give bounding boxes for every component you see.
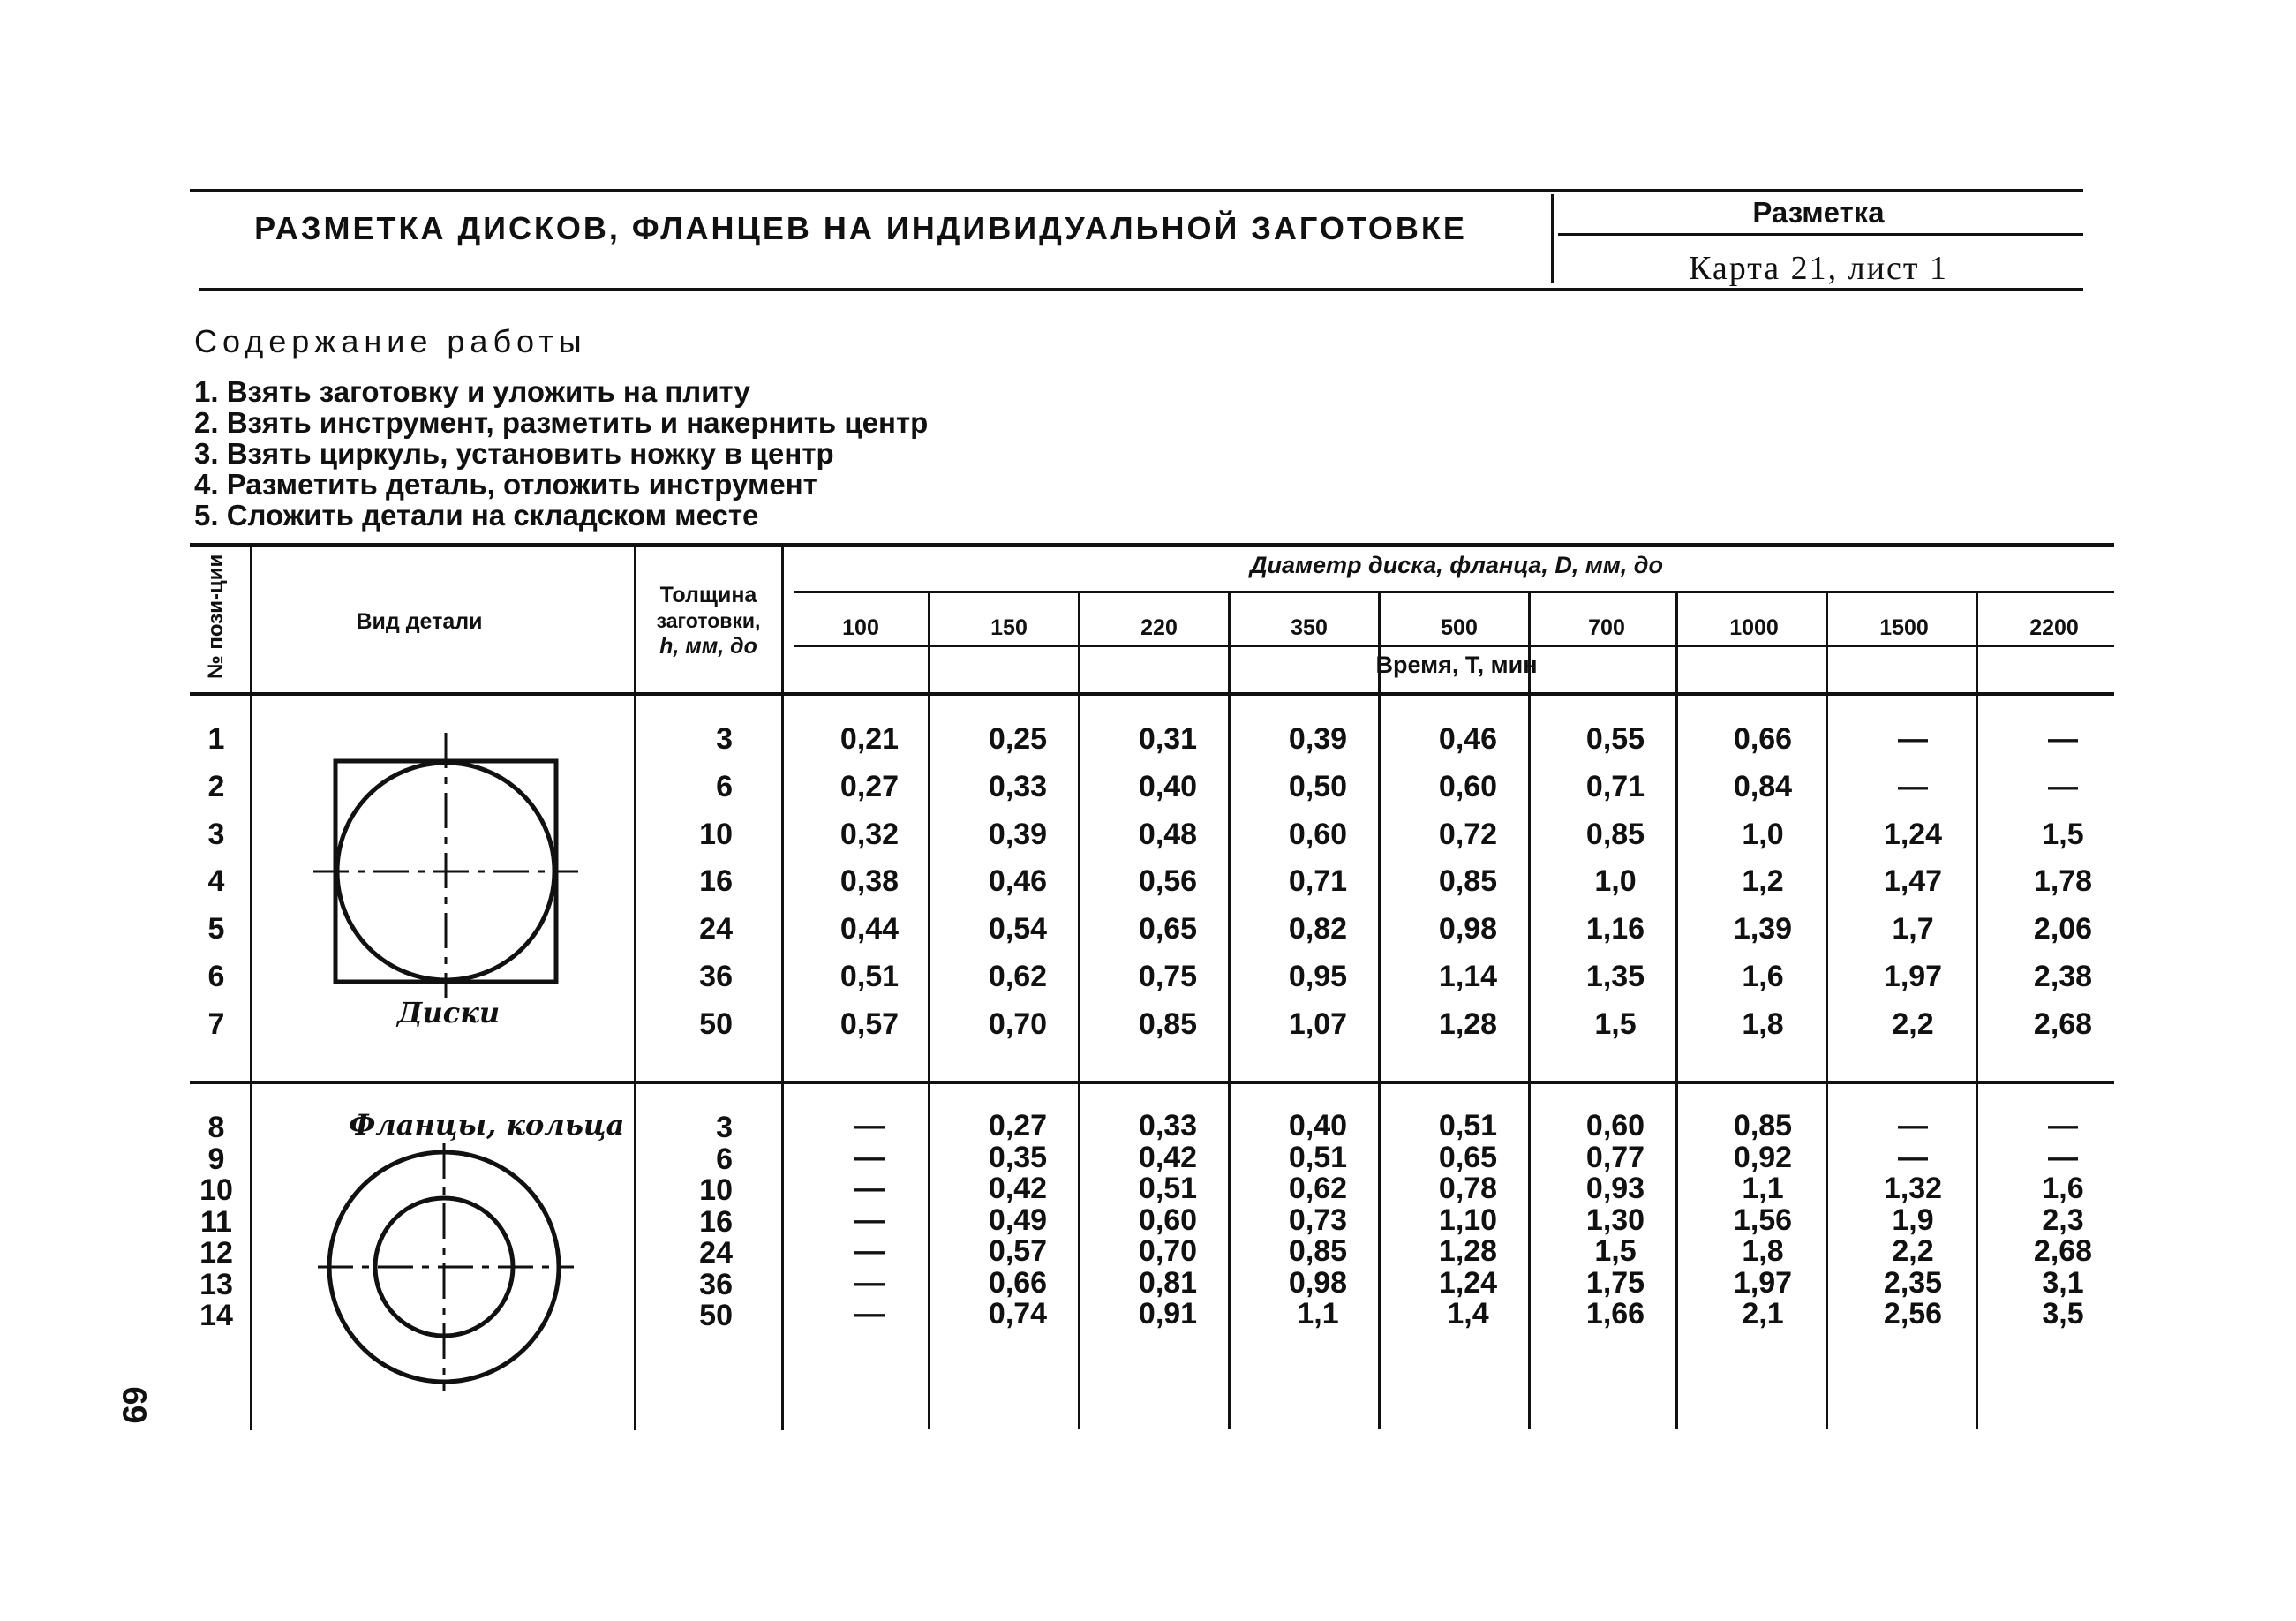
time-cell: 0,60 (1438, 769, 1498, 803)
row-thickness: 10 (699, 817, 733, 851)
time-cell: 1,8 (1742, 1007, 1784, 1041)
time-cell: 1,24 (1883, 817, 1943, 851)
row-position: 3 (207, 817, 225, 851)
row-thickness: 16 (699, 864, 733, 899)
time-cell: 1,0 (1594, 864, 1637, 899)
time-cell: 0,49 (988, 1203, 1048, 1237)
time-cell: 1,10 (1438, 1203, 1498, 1237)
time-cell: 0,54 (988, 912, 1048, 946)
time-cell: 1,14 (1438, 960, 1498, 993)
time-cell: — (1898, 722, 1928, 756)
time-cell: 0,51 (1138, 1172, 1198, 1205)
time-cell: 0,27 (988, 1109, 1048, 1142)
col-thickness-header-1: Толщина (659, 583, 757, 607)
time-cell: 0,82 (1288, 912, 1348, 946)
time-cell: 0,93 (1585, 1172, 1645, 1205)
time-cell: 1,24 (1438, 1265, 1498, 1300)
header-bottom-rule (199, 288, 2083, 291)
time-cell: — (2048, 1140, 2078, 1174)
work-step: 4. Разметить деталь, отложить инструмент (194, 468, 817, 501)
page-number: 69 (115, 1386, 153, 1424)
col-view-header: Вид детали (356, 609, 483, 634)
card-number: Карта 21, лист 1 (1689, 250, 1948, 287)
time-cell: 0,77 (1585, 1140, 1645, 1174)
time-cell: 0,85 (1585, 817, 1645, 851)
time-cell: 0,39 (1288, 722, 1348, 756)
time-cell: — (854, 1172, 885, 1205)
time-cell: 0,95 (1288, 960, 1348, 993)
time-cell: 0,92 (1733, 1140, 1793, 1174)
time-cell: 0,50 (1288, 769, 1348, 803)
time-cell: 0,33 (1138, 1109, 1198, 1142)
time-cell: 2,68 (2033, 1007, 2093, 1041)
time-cell: — (2048, 722, 2078, 756)
time-cell: 1,78 (2033, 864, 2093, 899)
time-cell: 2,68 (2033, 1234, 2093, 1268)
time-cell: 1,5 (1594, 1007, 1637, 1041)
time-cell: 0,60 (1288, 817, 1348, 851)
time-cell: 1,1 (1297, 1297, 1339, 1331)
time-cell: 3,5 (2042, 1297, 2084, 1331)
work-step: 1. Взять заготовку и уложить на плиту (194, 375, 750, 408)
header-right-divider (1558, 233, 2083, 236)
diameter-1500: 1500 (1879, 615, 1929, 640)
time-cell: 0,73 (1288, 1203, 1348, 1237)
time-cell: 1,97 (1733, 1265, 1793, 1300)
time-cell: 0,71 (1585, 769, 1645, 803)
flange-sketch-label: Фланцы, кольца (349, 1108, 625, 1142)
time-cell: — (1898, 1140, 1928, 1174)
table-diam-subheader-rule (794, 591, 2114, 593)
row-thickness: 36 (699, 960, 733, 993)
time-cell: 2,35 (1883, 1265, 1943, 1300)
time-cell: 0,27 (839, 769, 900, 803)
row-thickness: 6 (716, 1142, 733, 1176)
diameter-500: 500 (1441, 615, 1478, 640)
row-position: 2 (207, 769, 225, 803)
time-cell: — (2048, 769, 2078, 803)
time-cell: — (1898, 1109, 1928, 1142)
time-cell: — (854, 1297, 885, 1331)
time-cell: 0,42 (988, 1172, 1048, 1205)
row-thickness: 36 (699, 1267, 733, 1301)
time-cell: 0,51 (1288, 1140, 1348, 1174)
time-cell: 0,55 (1585, 722, 1645, 756)
time-cell: 0,42 (1138, 1140, 1198, 1174)
time-cell: 0,21 (839, 722, 900, 756)
time-cell: 2,3 (2042, 1203, 2084, 1237)
time-cell: 1,6 (2042, 1172, 2084, 1205)
diameter-220: 220 (1140, 615, 1178, 640)
time-cell: 0,62 (988, 960, 1048, 993)
time-cell: 0,56 (1138, 864, 1198, 899)
row-thickness: 10 (699, 1173, 733, 1207)
disk-sketch (309, 733, 591, 998)
page-title: РАЗМЕТКА ДИСКОВ, ФЛАНЦЕВ НА ИНДИВИДУАЛЬНОЙ ЗАГОТОВКЕ (254, 210, 1467, 246)
time-cell: 2,56 (1883, 1297, 1943, 1331)
time-cell: 1,28 (1438, 1007, 1498, 1041)
time-cell: 0,40 (1288, 1109, 1348, 1142)
time-cell: 1,47 (1883, 864, 1943, 899)
time-cell: 3,1 (2042, 1265, 2084, 1300)
row-position: 10 (199, 1173, 233, 1207)
time-cell: 1,35 (1585, 960, 1645, 993)
row-thickness: 16 (699, 1204, 733, 1239)
diameter-150: 150 (990, 615, 1028, 640)
table-top-rule (190, 543, 2114, 547)
time-cell: 1,30 (1585, 1203, 1645, 1237)
section-label: Разметка (1752, 196, 1885, 229)
time-cell: 0,85 (1733, 1109, 1793, 1142)
time-cell: 0,70 (988, 1007, 1048, 1041)
work-step: 3. Взять циркуль, установить ножку в центр (194, 437, 834, 470)
col-rule (634, 547, 636, 1430)
row-thickness: 24 (699, 912, 733, 946)
time-cell: 2,38 (2033, 960, 2093, 993)
time-cell: 0,98 (1438, 912, 1498, 946)
time-cell: 0,38 (839, 864, 900, 899)
time-cell: 0,85 (1138, 1007, 1198, 1041)
row-position: 6 (207, 960, 225, 993)
time-cell: 1,75 (1585, 1265, 1645, 1300)
row-position: 12 (199, 1236, 233, 1270)
time-cell: 0,32 (839, 817, 900, 851)
row-position: 11 (200, 1204, 232, 1239)
time-cell: 0,51 (839, 960, 900, 993)
row-thickness: 50 (699, 1299, 733, 1332)
diameter-700: 700 (1588, 615, 1625, 640)
time-cell: 0,60 (1138, 1203, 1198, 1237)
time-cell: 2,2 (1892, 1234, 1934, 1268)
time-cell: 0,71 (1288, 864, 1348, 899)
diameter-2200: 2200 (2029, 615, 2079, 640)
work-step: 5. Сложить детали на складском месте (194, 499, 759, 532)
time-cell: 2,1 (1742, 1297, 1784, 1331)
row-thickness: 50 (699, 1007, 733, 1041)
time-cell: 2,06 (2033, 912, 2093, 946)
time-cell: 2,2 (1892, 1007, 1934, 1041)
time-cell: 0,65 (1138, 912, 1198, 946)
time-cell: 0,98 (1288, 1265, 1348, 1300)
time-cell: 0,46 (988, 864, 1048, 899)
time-cell: 0,91 (1138, 1297, 1198, 1331)
work-steps-list (194, 376, 928, 531)
time-cell: 1,28 (1438, 1234, 1498, 1268)
time-cell: 1,16 (1585, 912, 1645, 946)
time-cell: — (854, 1203, 885, 1237)
time-cell: 0,46 (1438, 722, 1498, 756)
col-thickness-header-2: заготовки, (656, 609, 761, 632)
time-cell: 1,39 (1733, 912, 1793, 946)
time-cell: 0,85 (1288, 1234, 1348, 1268)
table-time-subheader-rule (794, 645, 2114, 647)
work-content-heading: Содержание работы (194, 323, 587, 359)
time-cell: 0,60 (1585, 1109, 1645, 1142)
time-cell: 1,0 (1742, 817, 1784, 851)
diameter-100: 100 (842, 615, 879, 640)
diameter-header: Диаметр диска, фланца, D, мм, до (1250, 552, 1663, 578)
time-cell: 1,56 (1733, 1203, 1793, 1237)
header-vertical-divider (1551, 194, 1554, 283)
row-thickness: 6 (716, 769, 733, 803)
row-position: 7 (207, 1007, 225, 1041)
row-position: 14 (199, 1299, 233, 1332)
time-cell: 0,65 (1438, 1140, 1498, 1174)
time-cell: 0,85 (1438, 864, 1498, 899)
time-cell: 1,97 (1883, 960, 1943, 993)
time-cell: 0,40 (1138, 769, 1198, 803)
row-position: 8 (207, 1111, 225, 1144)
time-cell: 1,4 (1447, 1297, 1489, 1331)
time-cell: 1,32 (1883, 1172, 1943, 1205)
time-cell: 0,35 (988, 1140, 1048, 1174)
time-cell: — (854, 1265, 885, 1300)
time-cell: 0,33 (988, 769, 1048, 803)
time-cell: 0,44 (839, 912, 900, 946)
time-cell: 1,5 (2042, 817, 2084, 851)
time-cell: — (2048, 1109, 2078, 1142)
time-cell: — (854, 1109, 885, 1142)
time-cell: 1,5 (1594, 1234, 1637, 1268)
col-thickness-header-3: h, мм, до (659, 634, 757, 659)
time-cell: 0,81 (1138, 1265, 1198, 1300)
time-cell: 0,31 (1138, 722, 1198, 756)
diameter-1000: 1000 (1729, 615, 1779, 640)
time-cell: — (854, 1140, 885, 1174)
time-cell: 0,39 (988, 817, 1048, 851)
disk-sketch-label: Диски (397, 996, 501, 1029)
time-cell: 0,84 (1733, 769, 1793, 803)
row-position: 5 (207, 912, 225, 946)
time-cell: 1,6 (1742, 960, 1784, 993)
time-cell: — (1898, 769, 1928, 803)
header-top-rule (190, 189, 2083, 192)
row-position: 4 (207, 864, 225, 899)
time-cell: 0,72 (1438, 817, 1498, 851)
time-cell: 0,66 (988, 1265, 1048, 1300)
time-cell: 1,2 (1742, 864, 1784, 899)
time-cell: 0,66 (1733, 722, 1793, 756)
time-cell: 1,7 (1892, 912, 1934, 946)
time-cell: — (854, 1234, 885, 1268)
time-cell: 0,74 (988, 1297, 1048, 1331)
row-position: 1 (207, 722, 225, 756)
time-cell: 1,8 (1742, 1234, 1784, 1268)
time-cell: 0,62 (1288, 1172, 1348, 1205)
diameter-350: 350 (1291, 615, 1328, 640)
row-thickness: 3 (716, 722, 733, 756)
time-cell: 1,1 (1742, 1172, 1784, 1205)
col-position-header: № пози-ции (204, 554, 228, 679)
time-cell: 1,66 (1585, 1297, 1645, 1331)
time-cell: 0,57 (839, 1007, 900, 1041)
time-cell: 1,9 (1892, 1203, 1934, 1237)
time-header: Время, Т, мин (1375, 652, 1538, 678)
work-step: 2. Взять инструмент, разметить и накернить центр (194, 406, 929, 439)
row-position: 9 (207, 1142, 225, 1176)
time-cell: 0,75 (1138, 960, 1198, 993)
time-cell: 0,51 (1438, 1109, 1498, 1142)
time-cell: 0,78 (1438, 1172, 1498, 1205)
flange-sketch (305, 1143, 587, 1391)
row-thickness: 3 (716, 1111, 733, 1144)
time-cell: 0,48 (1138, 817, 1198, 851)
time-cell: 0,70 (1138, 1234, 1198, 1268)
time-cell: 0,57 (988, 1234, 1048, 1268)
time-cell: 0,25 (988, 722, 1048, 756)
time-cell: 1,07 (1288, 1007, 1348, 1041)
row-thickness: 24 (699, 1236, 733, 1270)
col-rule (250, 547, 252, 1430)
row-position: 13 (199, 1267, 233, 1301)
col-rule (781, 547, 784, 1430)
